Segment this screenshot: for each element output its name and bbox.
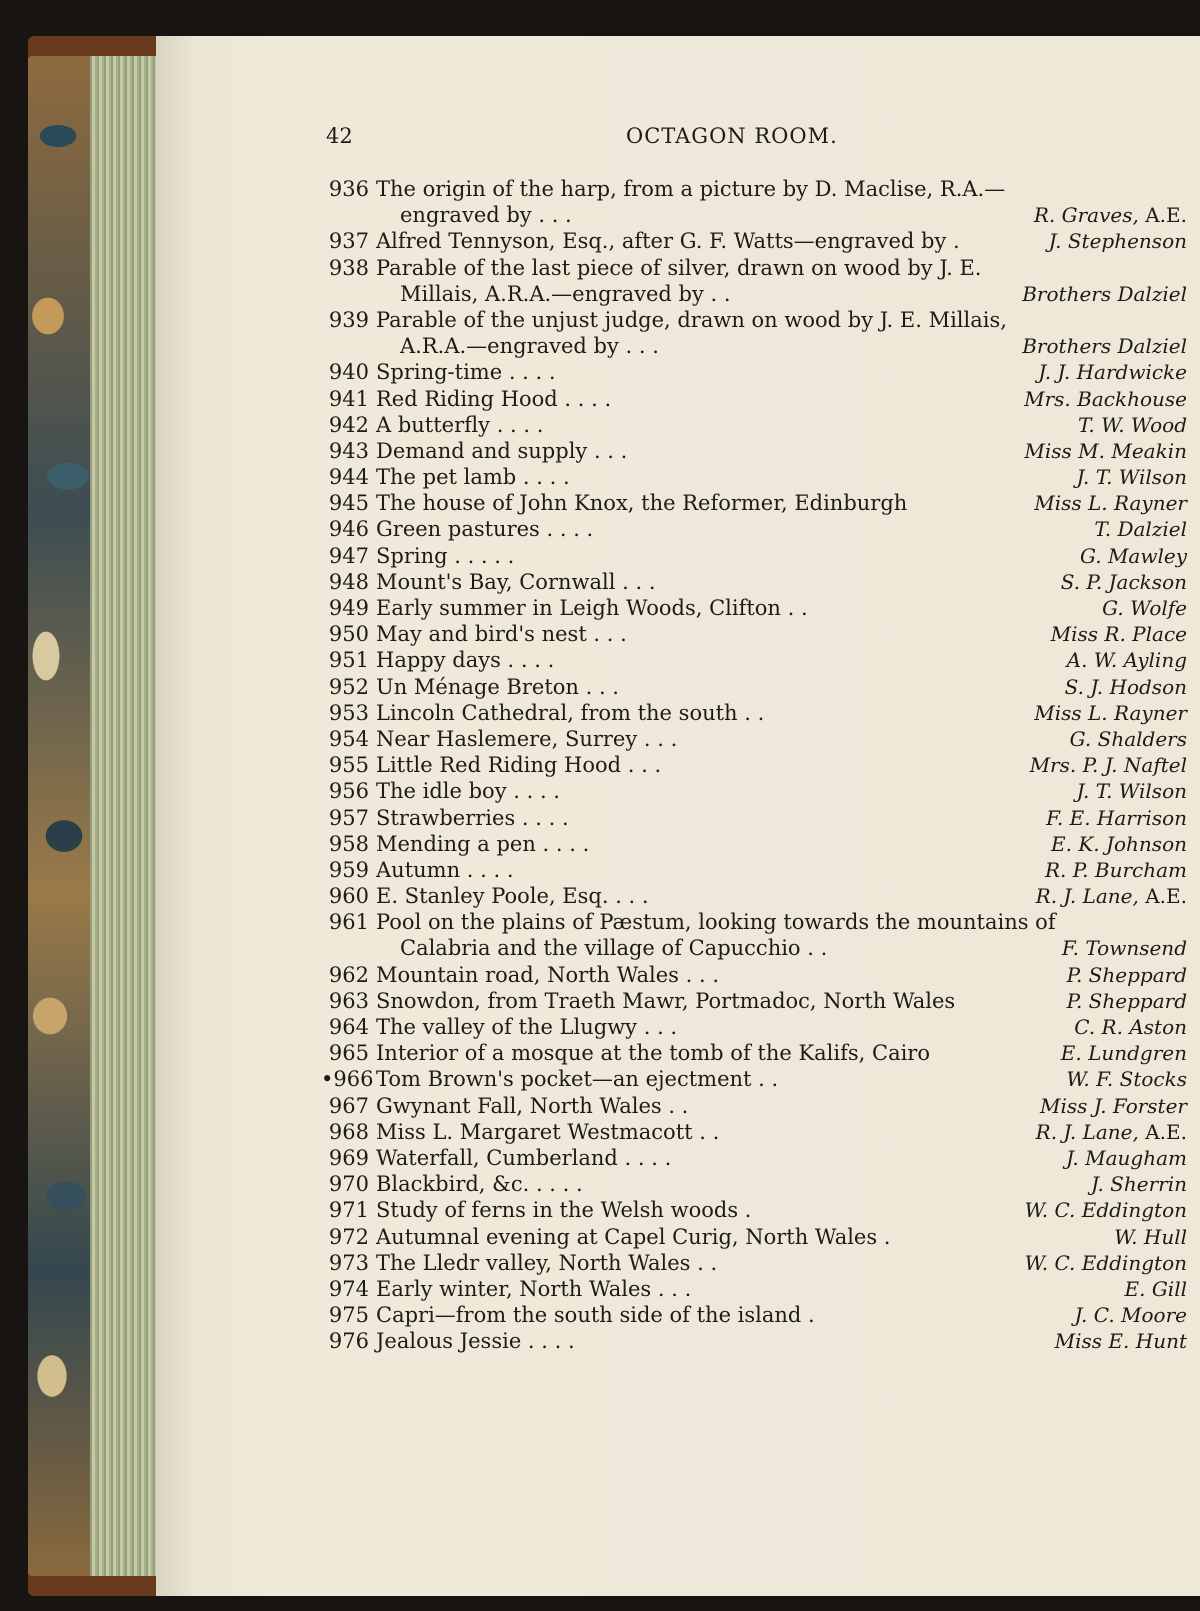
catalogue-entry bbox=[156, 674, 1200, 700]
entry-title: Spring-time . . . . bbox=[376, 360, 556, 385]
artist-suffix: A.E. bbox=[1138, 1119, 1187, 1144]
entry-number: 967 bbox=[328, 1093, 369, 1118]
artist-name: J. J. Hardwicke bbox=[1038, 360, 1187, 385]
catalogue-entry bbox=[156, 1145, 1200, 1171]
entry-artist bbox=[1077, 464, 1187, 490]
catalogue-entry bbox=[156, 857, 1200, 883]
artist-name: E. Lundgren bbox=[1060, 1041, 1187, 1066]
entry-title: Blackbird, &c. . . . . bbox=[376, 1172, 583, 1197]
artist-name: W. Hull bbox=[1114, 1224, 1187, 1249]
entry-title: Lincoln Cathedral, from the south . . bbox=[376, 700, 765, 725]
entry-artist bbox=[1067, 962, 1187, 988]
entry-title: Interior of a mosque at the tomb of the Kalifs, Cairo bbox=[376, 1041, 930, 1066]
entry-title: Strawberries . . . . bbox=[376, 805, 569, 830]
entry-number: 950 bbox=[328, 622, 369, 647]
entry-artist bbox=[1080, 543, 1187, 569]
artist-name: T. Dalziel bbox=[1094, 517, 1187, 542]
artist-name: J. Stephenson bbox=[1048, 229, 1187, 254]
entry-number: 976 bbox=[328, 1329, 369, 1354]
artist-name: Miss J. Forster bbox=[1039, 1093, 1187, 1118]
entry-number: 939 bbox=[328, 307, 369, 332]
entry-artist bbox=[1024, 438, 1187, 464]
catalogue-entry bbox=[156, 1250, 1200, 1276]
entry-number: 948 bbox=[328, 569, 369, 594]
artist-name: Miss L. Rayner bbox=[1034, 491, 1187, 516]
entry-artist bbox=[1125, 1276, 1187, 1302]
artist-name: Miss E. Hunt bbox=[1054, 1329, 1187, 1354]
catalogue-entry bbox=[156, 1014, 1200, 1040]
entry-number: 958 bbox=[328, 831, 369, 856]
artist-name: Miss L. Rayner bbox=[1034, 700, 1187, 725]
catalogue-entry bbox=[156, 543, 1200, 569]
catalogue-entry bbox=[156, 281, 1200, 307]
catalogue-entry bbox=[156, 988, 1200, 1014]
catalogue-entry bbox=[156, 831, 1200, 857]
entry-number: 946 bbox=[328, 517, 369, 542]
entry-artist bbox=[1034, 490, 1187, 516]
entry-artist bbox=[1055, 1328, 1187, 1354]
catalogue-entry bbox=[156, 569, 1200, 595]
entry-number: 942 bbox=[328, 412, 369, 437]
entry-artist bbox=[1066, 1066, 1187, 1092]
catalogue-entry bbox=[156, 438, 1200, 464]
catalogue-entry bbox=[156, 228, 1200, 254]
catalogue-entry bbox=[156, 1040, 1200, 1066]
catalogue-entry bbox=[156, 516, 1200, 542]
entry-number: 954 bbox=[328, 726, 369, 751]
entry-artist bbox=[1022, 281, 1187, 307]
entry-title: The idle boy . . . . bbox=[376, 779, 560, 804]
entry-title: Study of ferns in the Welsh woods . bbox=[376, 1198, 752, 1223]
entry-title: E. Stanley Poole, Esq. . . . bbox=[376, 884, 649, 909]
entry-title: The origin of the harp, from a picture by D. Maclise, R.A.— bbox=[376, 177, 1006, 201]
catalogue-entry bbox=[156, 805, 1200, 831]
artist-name: J. C. Moore bbox=[1074, 1303, 1187, 1328]
book bbox=[28, 36, 1200, 1596]
entry-title: Happy days . . . . bbox=[376, 648, 555, 673]
entry-title: Mount's Bay, Cornwall . . . bbox=[376, 569, 656, 594]
entry-number: •966 bbox=[321, 1067, 374, 1092]
entry-number: 941 bbox=[328, 386, 369, 411]
entry-number: 961 bbox=[328, 910, 369, 935]
artist-name: S. P. Jackson bbox=[1060, 569, 1187, 594]
entry-title: Early winter, North Wales . . . bbox=[376, 1276, 692, 1301]
artist-name: T. W. Wood bbox=[1078, 412, 1187, 437]
entry-title: Parable of the last piece of silver, drawn on wood by J. E. bbox=[376, 255, 982, 280]
catalogue-entry bbox=[156, 1066, 1200, 1092]
catalogue-entry bbox=[156, 962, 1200, 988]
entry-artist bbox=[1078, 412, 1187, 438]
artist-name: R. J. Lane, bbox=[1035, 884, 1139, 909]
entry-artist bbox=[1094, 516, 1187, 542]
entry-title: Little Red Riding Hood . . . bbox=[376, 753, 662, 778]
entry-title: Spring . . . . . bbox=[376, 543, 515, 568]
entry-artist bbox=[1051, 621, 1187, 647]
catalogue-entry bbox=[156, 333, 1200, 359]
marbled-edge bbox=[28, 56, 98, 1576]
catalogue-entry bbox=[156, 1171, 1200, 1197]
entry-artist bbox=[1034, 202, 1187, 228]
catalogue-entry bbox=[156, 935, 1200, 961]
entry-number: 936 bbox=[328, 177, 369, 201]
entry-number: 965 bbox=[328, 1041, 369, 1066]
entry-title: Red Riding Hood . . . . bbox=[376, 386, 612, 411]
artist-name: J. Sherrin bbox=[1091, 1172, 1187, 1197]
entry-number: 947 bbox=[328, 543, 369, 568]
artist-name: F. Townsend bbox=[1061, 936, 1187, 961]
entry-title: Waterfall, Cumberland . . . . bbox=[376, 1145, 672, 1170]
catalogue-entry bbox=[156, 595, 1200, 621]
artist-name: E. Gill bbox=[1124, 1276, 1187, 1301]
artist-name: R. Graves, bbox=[1033, 203, 1139, 228]
entry-artist bbox=[1062, 935, 1187, 961]
entry-title: Jealous Jessie . . . . bbox=[376, 1329, 575, 1354]
entry-number: 938 bbox=[328, 255, 369, 280]
artist-name: Mrs. P. J. Naftel bbox=[1029, 753, 1187, 778]
entry-artist bbox=[1034, 700, 1187, 726]
artist-name: G. Mawley bbox=[1079, 543, 1187, 568]
entry-artist bbox=[1065, 674, 1187, 700]
entry-title: Autumnal evening at Capel Curig, North Wales . bbox=[376, 1224, 891, 1249]
catalogue-entry bbox=[156, 1119, 1200, 1145]
entry-artist bbox=[1045, 857, 1187, 883]
catalogue-entry bbox=[156, 1276, 1200, 1302]
entry-artist bbox=[1067, 988, 1187, 1014]
entry-artist bbox=[1025, 1197, 1187, 1223]
entry-artist bbox=[1061, 1040, 1187, 1066]
entry-artist bbox=[1074, 1014, 1187, 1040]
entry-artist bbox=[1066, 1145, 1187, 1171]
entry-title: Near Haslemere, Surrey . . . bbox=[376, 726, 678, 751]
entry-title: Mountain road, North Wales . . . bbox=[376, 962, 720, 987]
entry-title: Alfred Tennyson, Esq., after G. F. Watts—engraved by . bbox=[376, 229, 960, 254]
entry-title: The valley of the Llugwy . . . bbox=[376, 1015, 678, 1039]
entry-number: 951 bbox=[328, 648, 369, 673]
catalogue-entry bbox=[156, 464, 1200, 490]
entry-number: 968 bbox=[328, 1119, 369, 1144]
entry-number: 964 bbox=[328, 1015, 369, 1039]
entry-number: 963 bbox=[328, 988, 369, 1013]
artist-suffix: A.E. bbox=[1138, 884, 1187, 909]
artist-name: Miss R. Place bbox=[1050, 622, 1187, 647]
entry-title: Parable of the unjust judge, drawn on wood by J. E. Millais, bbox=[376, 307, 1007, 332]
catalogue-entries bbox=[156, 176, 1200, 1354]
artist-name: Brothers Dalziel bbox=[1022, 281, 1187, 306]
catalogue-entry bbox=[156, 621, 1200, 647]
entry-artist bbox=[1022, 333, 1187, 359]
catalogue-entry bbox=[156, 1093, 1200, 1119]
artist-name: A. W. Ayling bbox=[1066, 648, 1187, 673]
artist-name: W. C. Eddington bbox=[1024, 1250, 1187, 1275]
catalogue-entry bbox=[156, 752, 1200, 778]
entry-artist bbox=[1091, 1171, 1187, 1197]
artist-name: G. Shalders bbox=[1069, 726, 1187, 751]
entry-number: 962 bbox=[328, 962, 369, 987]
catalogue-entry bbox=[156, 202, 1200, 228]
artist-name: J. Maugham bbox=[1065, 1145, 1187, 1170]
entry-title: Gwynant Fall, North Wales . . bbox=[376, 1093, 689, 1118]
entry-artist bbox=[1102, 595, 1187, 621]
catalogue-entry bbox=[156, 1302, 1200, 1328]
running-head: OCTAGON ROOM. bbox=[626, 124, 838, 148]
entry-artist bbox=[1114, 1224, 1187, 1250]
entry-artist bbox=[1075, 1302, 1187, 1328]
catalogue-entry bbox=[156, 176, 1200, 202]
entry-artist bbox=[1025, 1250, 1187, 1276]
entry-title: Demand and supply . . . bbox=[376, 438, 628, 463]
entry-artist bbox=[1024, 386, 1187, 412]
catalogue-entry bbox=[156, 726, 1200, 752]
entry-number: 953 bbox=[328, 700, 369, 725]
artist-name: Miss M. Meakin bbox=[1024, 438, 1187, 463]
entry-number: 940 bbox=[328, 360, 369, 385]
entry-title: Snowdon, from Traeth Mawr, Portmadoc, North Wales bbox=[376, 988, 956, 1013]
catalogue-entry bbox=[156, 386, 1200, 412]
entry-artist bbox=[1049, 228, 1187, 254]
catalogue-entry bbox=[156, 1224, 1200, 1250]
entry-number: 969 bbox=[328, 1145, 369, 1170]
artist-name: Mrs. Backhouse bbox=[1024, 386, 1187, 411]
entry-artist bbox=[1040, 1093, 1187, 1119]
entry-artist bbox=[1036, 883, 1187, 909]
artist-name: W. C. Eddington bbox=[1024, 1198, 1187, 1223]
artist-name: R. P. Burcham bbox=[1044, 857, 1187, 882]
catalogue-entry bbox=[156, 1328, 1200, 1354]
entry-number: 945 bbox=[328, 491, 369, 516]
entry-artist bbox=[1046, 805, 1187, 831]
page-edges bbox=[90, 56, 158, 1576]
entry-artist bbox=[1077, 778, 1187, 804]
entry-number: 949 bbox=[328, 596, 369, 620]
catalogue-entry bbox=[156, 1197, 1200, 1223]
artist-name: J. T. Wilson bbox=[1076, 465, 1187, 490]
catalogue-entry bbox=[156, 778, 1200, 804]
artist-name: C. R. Aston bbox=[1074, 1015, 1187, 1039]
entry-title: Capri—from the south side of the island . bbox=[376, 1303, 815, 1328]
catalogue-page bbox=[156, 36, 1200, 1596]
entry-number: 952 bbox=[328, 674, 369, 699]
catalogue-entry bbox=[156, 700, 1200, 726]
catalogue-entry bbox=[156, 647, 1200, 673]
entry-title: The Lledr valley, North Wales . . bbox=[376, 1250, 718, 1275]
entry-artist bbox=[1038, 359, 1187, 385]
artist-name: F. E. Harrison bbox=[1046, 805, 1187, 830]
catalogue-entry bbox=[156, 307, 1200, 333]
artist-name: G. Wolfe bbox=[1102, 596, 1187, 620]
entry-title: Tom Brown's pocket—an ejectment . . bbox=[376, 1067, 779, 1092]
catalogue-entry bbox=[156, 412, 1200, 438]
artist-suffix: A.E. bbox=[1138, 203, 1187, 228]
entry-number: 972 bbox=[328, 1224, 369, 1249]
entry-artist bbox=[1070, 726, 1187, 752]
entry-artist bbox=[1030, 752, 1187, 778]
entry-title: Calabria and the village of Capucchio . . bbox=[400, 936, 828, 961]
catalogue-entry bbox=[156, 883, 1200, 909]
entry-title: Mending a pen . . . . bbox=[376, 831, 590, 856]
entry-number: 957 bbox=[328, 805, 369, 830]
entry-artist bbox=[1051, 831, 1187, 857]
catalogue-entry bbox=[156, 255, 1200, 281]
entry-title: Early summer in Leigh Woods, Clifton . . bbox=[376, 596, 808, 620]
artist-name: E. K. Johnson bbox=[1051, 831, 1187, 856]
entry-number: 973 bbox=[328, 1250, 369, 1275]
entry-number: 943 bbox=[328, 438, 369, 463]
entry-title: Un Ménage Breton . . . bbox=[376, 674, 619, 699]
entry-title: The pet lamb . . . . bbox=[376, 465, 570, 490]
entry-title: engraved by . . . bbox=[400, 203, 572, 228]
entry-title: Pool on the plains of Pæstum, looking towards the mountains of bbox=[376, 910, 1056, 935]
entry-title: Autumn . . . . bbox=[376, 857, 514, 882]
entry-title: The house of John Knox, the Reformer, Edinburgh bbox=[376, 491, 908, 516]
catalogue-entry bbox=[156, 359, 1200, 385]
entry-artist bbox=[1061, 569, 1187, 595]
entry-number: 937 bbox=[328, 229, 369, 254]
entry-number: 971 bbox=[328, 1198, 369, 1223]
entry-title: May and bird's nest . . . bbox=[376, 622, 627, 647]
entry-title: Millais, A.R.A.—engraved by . . bbox=[400, 281, 731, 306]
entry-number: 975 bbox=[328, 1303, 369, 1328]
page-number: 42 bbox=[326, 124, 353, 148]
artist-name: J. T. Wilson bbox=[1076, 779, 1187, 804]
entry-artist bbox=[1067, 647, 1187, 673]
entry-number: 974 bbox=[328, 1276, 369, 1301]
artist-name: P. Sheppard bbox=[1066, 988, 1187, 1013]
catalogue-entry bbox=[156, 490, 1200, 516]
entry-number: 955 bbox=[328, 753, 369, 778]
artist-name: W. F. Stocks bbox=[1066, 1067, 1187, 1092]
catalogue-entry bbox=[156, 909, 1200, 935]
entry-number: 956 bbox=[328, 779, 369, 804]
entry-number: 959 bbox=[328, 857, 369, 882]
artist-name: S. J. Hodson bbox=[1064, 674, 1187, 699]
entry-title: A butterfly . . . . bbox=[376, 412, 544, 437]
entry-number: 960 bbox=[328, 884, 369, 909]
artist-name: Brothers Dalziel bbox=[1022, 334, 1187, 359]
entry-title: Green pastures . . . . bbox=[376, 517, 594, 542]
entry-title: A.R.A.—engraved by . . . bbox=[400, 334, 659, 359]
artist-name: R. J. Lane, bbox=[1035, 1119, 1139, 1144]
entry-number: 944 bbox=[328, 465, 369, 490]
entry-artist bbox=[1036, 1119, 1187, 1145]
entry-number: 970 bbox=[328, 1172, 369, 1197]
entry-title: Miss L. Margaret Westmacott . . bbox=[376, 1119, 720, 1144]
artist-name: P. Sheppard bbox=[1066, 962, 1187, 987]
